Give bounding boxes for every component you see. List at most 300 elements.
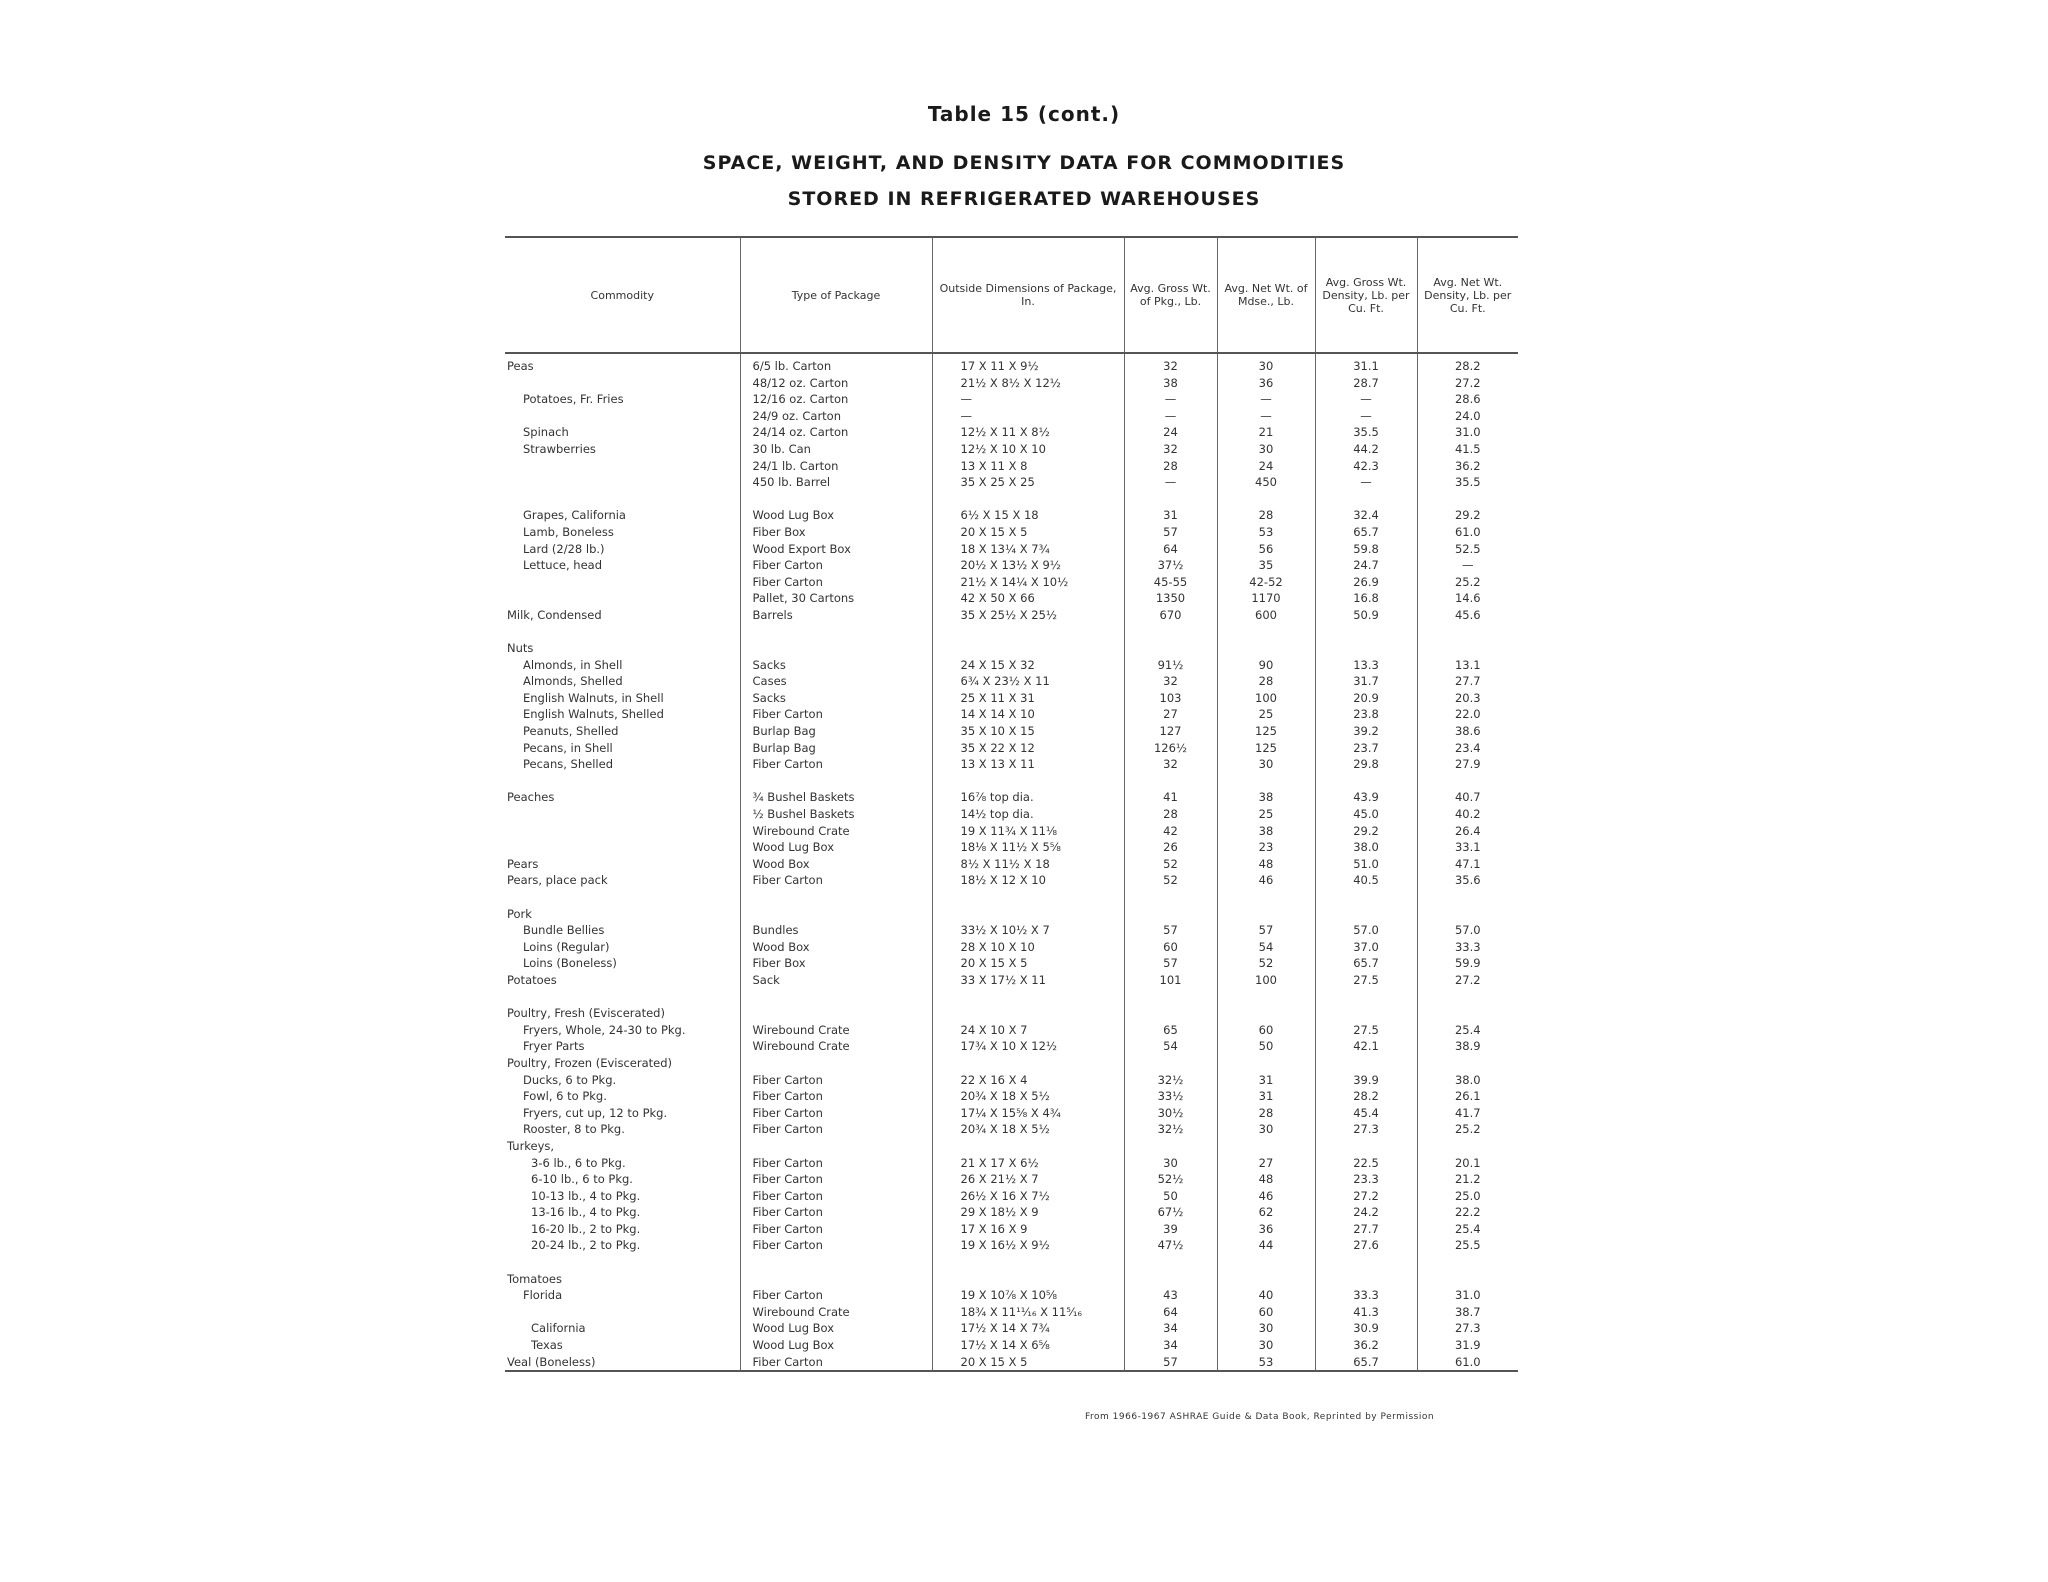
header-avg-gross-weight: Avg. Gross Wt. of Pkg., Lb. (1124, 237, 1217, 353)
commodity-cell: 16-20 lb., 2 to Pkg. (505, 1221, 740, 1238)
net-weight-cell: 30 (1217, 1337, 1315, 1354)
dimensions-cell: 21½ X 8½ X 12½ (932, 375, 1124, 392)
net-density-cell: 25.5 (1454, 1238, 1481, 1253)
gross-weight-cell: 52½ (1124, 1171, 1217, 1188)
table-row (505, 1188, 1518, 1205)
package-type-cell: Wood Box (740, 939, 932, 956)
commodity-cell: Strawberries (505, 441, 740, 458)
net-weight-cell (1217, 640, 1315, 657)
gross-density-cell: — (1315, 408, 1417, 425)
commodity-cell: English Walnuts, Shelled (505, 706, 740, 723)
gross-weight-cell: 65 (1124, 1022, 1217, 1039)
net-weight-cell: 38 (1217, 823, 1315, 840)
gross-density-cell (1315, 491, 1417, 508)
net-weight-cell (1217, 1271, 1315, 1288)
net-weight-cell (1217, 906, 1315, 923)
gross-weight-cell (1124, 640, 1217, 657)
table-row (505, 823, 1518, 840)
commodity-cell: Fryers, Whole, 24-30 to Pkg. (505, 1022, 740, 1039)
gross-density-cell: 65.7 (1315, 955, 1417, 972)
gross-weight-cell: 91½ (1124, 657, 1217, 674)
net-weight-cell: 125 (1217, 723, 1315, 740)
commodity-cell: 10-13 lb., 4 to Pkg. (505, 1188, 740, 1205)
gross-density-cell: 27.7 (1315, 1221, 1417, 1238)
table-row (505, 1121, 1518, 1138)
package-type-cell: Fiber Carton (740, 1287, 932, 1304)
commodity-cell (505, 590, 740, 607)
package-type-cell: Burlap Bag (740, 740, 932, 757)
net-density-cell: 38.9 (1454, 1039, 1481, 1054)
net-density-cell: 27.9 (1454, 757, 1481, 772)
package-type-cell: Fiber Carton (740, 1221, 932, 1238)
net-weight-cell: 450 (1217, 474, 1315, 491)
net-weight-cell: 125 (1217, 740, 1315, 757)
gross-weight-cell: 60 (1124, 939, 1217, 956)
table-row (505, 590, 1518, 607)
table-row (505, 574, 1518, 591)
gross-density-cell: 40.5 (1315, 872, 1417, 889)
commodity-cell: 13-16 lb., 4 to Pkg. (505, 1204, 740, 1221)
net-density-cell: 38.6 (1454, 724, 1481, 739)
table-title: Table 15 (cont.) (927, 102, 1121, 126)
net-weight-cell: 25 (1217, 806, 1315, 823)
net-weight-cell: 44 (1217, 1237, 1315, 1254)
commodity-cell: Almonds, Shelled (505, 673, 740, 690)
dimensions-cell: 20½ X 13½ X 9½ (932, 557, 1124, 574)
gross-weight-cell (1124, 889, 1217, 906)
table-row (505, 1221, 1518, 1238)
net-weight-cell: 52 (1217, 955, 1315, 972)
table-row (505, 391, 1518, 408)
net-weight-cell: 50 (1217, 1038, 1315, 1055)
package-type-cell: Wirebound Crate (740, 1038, 932, 1055)
net-density-cell: 27.3 (1454, 1321, 1481, 1336)
table-subtitle-line-1: SPACE, WEIGHT, AND DENSITY DATA FOR COMMODITIES (702, 152, 1346, 174)
commodity-cell: Veal (Boneless) (505, 1354, 740, 1372)
table-row (505, 1072, 1518, 1089)
table-row (505, 624, 1518, 641)
table-row (505, 408, 1518, 425)
net-density-cell: 14.6 (1454, 591, 1481, 606)
commodity-cell: Spinach (505, 424, 740, 441)
gross-density-cell (1315, 906, 1417, 923)
net-density-cell: 26.4 (1454, 823, 1481, 838)
gross-weight-cell: 30 (1124, 1155, 1217, 1172)
dimensions-cell (932, 1005, 1124, 1022)
table-row (505, 1055, 1518, 1072)
dimensions-cell (932, 1055, 1124, 1072)
gross-density-cell: — (1315, 391, 1417, 408)
dimensions-cell: 25 X 11 X 31 (932, 690, 1124, 707)
package-type-cell (740, 989, 932, 1006)
table-subtitle-line-2: STORED IN REFRIGERATED WAREHOUSES (787, 188, 1261, 210)
net-weight-cell: 25 (1217, 706, 1315, 723)
net-density-cell (1417, 906, 1518, 923)
gross-weight-cell (1124, 1005, 1217, 1022)
table-row (505, 1237, 1518, 1254)
commodity-cell: Pecans, in Shell (505, 740, 740, 757)
net-density-cell (1417, 889, 1518, 906)
gross-density-cell: 31.1 (1315, 353, 1417, 375)
table-row (505, 353, 1518, 375)
commodity-cell: Poultry, Fresh (Eviscerated) (505, 1005, 740, 1022)
net-weight-cell: 48 (1217, 856, 1315, 873)
net-weight-cell: 38 (1217, 789, 1315, 806)
net-weight-cell: 36 (1217, 375, 1315, 392)
table-row (505, 955, 1518, 972)
package-type-cell: Fiber Carton (740, 1237, 932, 1254)
gross-weight-cell: 32½ (1124, 1121, 1217, 1138)
commodity-cell: Ducks, 6 to Pkg. (505, 1072, 740, 1089)
gross-density-cell: 23.3 (1315, 1171, 1417, 1188)
commodity-cell: Fryer Parts (505, 1038, 740, 1055)
gross-density-cell: — (1315, 474, 1417, 491)
net-weight-cell: 42-52 (1217, 574, 1315, 591)
commodity-cell (505, 1254, 740, 1271)
net-density-cell (1417, 1055, 1518, 1072)
dimensions-cell: 33 X 17½ X 11 (932, 972, 1124, 989)
net-density-cell: 25.4 (1454, 1221, 1481, 1236)
commodity-cell: Nuts (505, 640, 740, 657)
table-row (505, 889, 1518, 906)
package-type-cell: Barrels (740, 607, 932, 624)
header-commodity: Commodity (505, 237, 740, 353)
gross-weight-cell: 32 (1124, 441, 1217, 458)
dimensions-cell: 12½ X 11 X 8½ (932, 424, 1124, 441)
table-row (505, 1155, 1518, 1172)
gross-density-cell (1315, 1271, 1417, 1288)
dimensions-cell: 29 X 18½ X 9 (932, 1204, 1124, 1221)
net-density-cell: 20.3 (1454, 690, 1481, 705)
net-density-cell: 40.2 (1454, 807, 1481, 822)
net-density-cell: 23.4 (1454, 740, 1481, 755)
net-weight-cell: 1170 (1217, 590, 1315, 607)
commodity-cell: Florida (505, 1287, 740, 1304)
net-weight-cell (1217, 491, 1315, 508)
gross-weight-cell: 28 (1124, 806, 1217, 823)
table-row (505, 1304, 1518, 1321)
package-type-cell (740, 1005, 932, 1022)
commodity-cell: Lard (2/28 lb.) (505, 541, 740, 558)
dimensions-cell: — (932, 408, 1124, 425)
gross-density-cell: 65.7 (1315, 1354, 1417, 1372)
dimensions-cell: 21½ X 14¼ X 10½ (932, 574, 1124, 591)
gross-weight-cell: 47½ (1124, 1237, 1217, 1254)
package-type-cell: Wirebound Crate (740, 823, 932, 840)
package-type-cell: Fiber Box (740, 955, 932, 972)
dimensions-cell: 13 X 11 X 8 (932, 458, 1124, 475)
dimensions-cell (932, 1138, 1124, 1155)
net-weight-cell: 30 (1217, 1320, 1315, 1337)
net-weight-cell (1217, 1005, 1315, 1022)
header-outside-dimensions: Outside Dimensions of Package, In. (932, 237, 1124, 353)
gross-weight-cell (1124, 1055, 1217, 1072)
commodity-cell: 20-24 lb., 2 to Pkg. (505, 1237, 740, 1254)
gross-density-cell (1315, 989, 1417, 1006)
gross-weight-cell: 67½ (1124, 1204, 1217, 1221)
dimensions-cell (932, 1271, 1124, 1288)
table-row (505, 922, 1518, 939)
table-row (505, 1038, 1518, 1055)
gross-density-cell: 41.3 (1315, 1304, 1417, 1321)
table-row (505, 839, 1518, 856)
dimensions-cell: 17½ X 14 X 7¾ (932, 1320, 1124, 1337)
commodity-cell: Lettuce, head (505, 557, 740, 574)
dimensions-cell (932, 889, 1124, 906)
gross-density-cell: 42.1 (1315, 1038, 1417, 1055)
dimensions-cell: 19 X 10⅞ X 10⅝ (932, 1287, 1124, 1304)
package-type-cell: Bundles (740, 922, 932, 939)
dimensions-cell: 20¾ X 18 X 5½ (932, 1121, 1124, 1138)
table-row (505, 541, 1518, 558)
gross-density-cell: 36.2 (1315, 1337, 1417, 1354)
net-weight-cell: 48 (1217, 1171, 1315, 1188)
gross-density-cell: 26.9 (1315, 574, 1417, 591)
commodity-cell: Peaches (505, 789, 740, 806)
dimensions-cell: 18⅛ X 11½ X 5⅝ (932, 839, 1124, 856)
dimensions-cell: 26 X 21½ X 7 (932, 1171, 1124, 1188)
table-row (505, 706, 1518, 723)
commodity-cell (505, 989, 740, 1006)
gross-weight-cell: 42 (1124, 823, 1217, 840)
net-weight-cell: 54 (1217, 939, 1315, 956)
package-type-cell: Wood Lug Box (740, 1320, 932, 1337)
gross-weight-cell: 57 (1124, 1354, 1217, 1372)
net-weight-cell: 60 (1217, 1304, 1315, 1321)
dimensions-cell: 20 X 15 X 5 (932, 524, 1124, 541)
net-weight-cell: 35 (1217, 557, 1315, 574)
gross-density-cell: 29.2 (1315, 823, 1417, 840)
dimensions-cell: 16⅞ top dia. (932, 789, 1124, 806)
gross-density-cell: 57.0 (1315, 922, 1417, 939)
net-density-cell: 41.7 (1454, 1105, 1481, 1120)
dimensions-cell: 18¾ X 11¹¹⁄₁₆ X 11⁵⁄₁₆ (932, 1304, 1124, 1321)
gross-weight-cell: 57 (1124, 955, 1217, 972)
net-weight-cell: 28 (1217, 673, 1315, 690)
package-type-cell: Wood Export Box (740, 541, 932, 558)
table-row (505, 806, 1518, 823)
gross-weight-cell: 34 (1124, 1337, 1217, 1354)
net-density-cell: 45.6 (1454, 607, 1481, 622)
net-density-cell: 31.0 (1454, 1288, 1481, 1303)
commodity-cell (505, 839, 740, 856)
net-weight-cell: 27 (1217, 1155, 1315, 1172)
package-type-cell (740, 1271, 932, 1288)
dimensions-cell: 18 X 13¼ X 7¾ (932, 541, 1124, 558)
gross-density-cell (1315, 640, 1417, 657)
dimensions-cell: 17½ X 14 X 6⅝ (932, 1337, 1124, 1354)
dimensions-cell: 33½ X 10½ X 7 (932, 922, 1124, 939)
commodity-cell: 3-6 lb., 6 to Pkg. (505, 1155, 740, 1172)
table-row (505, 1105, 1518, 1122)
package-type-cell (740, 773, 932, 790)
package-type-cell: Fiber Carton (740, 1121, 932, 1138)
net-weight-cell: 90 (1217, 657, 1315, 674)
gross-weight-cell: 52 (1124, 872, 1217, 889)
gross-weight-cell: 101 (1124, 972, 1217, 989)
gross-density-cell: 13.3 (1315, 657, 1417, 674)
table-row (505, 756, 1518, 773)
package-type-cell: Wirebound Crate (740, 1304, 932, 1321)
commodity-cell: Tomatoes (505, 1271, 740, 1288)
package-type-cell: 6/5 lb. Carton (740, 353, 932, 375)
gross-weight-cell: 38 (1124, 375, 1217, 392)
package-type-cell: Sack (740, 972, 932, 989)
net-density-cell: 33.3 (1454, 939, 1481, 954)
table-row (505, 989, 1518, 1006)
gross-weight-cell (1124, 989, 1217, 1006)
source-note: From 1966-1967 ASHRAE Guide & Data Book, Reprinted by Permission (1085, 1412, 1435, 1422)
table-row (505, 441, 1518, 458)
gross-weight-cell (1124, 1271, 1217, 1288)
dimensions-cell (932, 640, 1124, 657)
package-type-cell: Wood Lug Box (740, 507, 932, 524)
package-type-cell (740, 1055, 932, 1072)
dimensions-cell: 8½ X 11½ X 18 (932, 856, 1124, 873)
net-weight-cell: 62 (1217, 1204, 1315, 1221)
package-type-cell: Fiber Carton (740, 574, 932, 591)
net-density-cell: 27.2 (1454, 972, 1481, 987)
net-density-cell: 22.2 (1454, 1205, 1481, 1220)
net-density-cell (1417, 1138, 1518, 1155)
dimensions-cell: 24 X 15 X 32 (932, 657, 1124, 674)
table-row (505, 1254, 1518, 1271)
net-density-cell: 20.1 (1454, 1155, 1481, 1170)
commodity-cell: Pears (505, 856, 740, 873)
gross-density-cell: 59.8 (1315, 541, 1417, 558)
gross-density-cell: 43.9 (1315, 789, 1417, 806)
gross-weight-cell (1124, 624, 1217, 641)
net-density-cell: 28.6 (1454, 392, 1481, 407)
commodity-cell (505, 408, 740, 425)
commodity-cell (505, 823, 740, 840)
net-density-cell: 22.0 (1454, 707, 1481, 722)
gross-weight-cell (1124, 906, 1217, 923)
commodity-cell: Pork (505, 906, 740, 923)
table-row (505, 640, 1518, 657)
table-row (505, 607, 1518, 624)
package-type-cell: Fiber Carton (740, 1204, 932, 1221)
gross-density-cell: 23.7 (1315, 740, 1417, 757)
gross-weight-cell: 127 (1124, 723, 1217, 740)
gross-density-cell: 39.2 (1315, 723, 1417, 740)
table-row (505, 740, 1518, 757)
net-density-cell (1417, 491, 1518, 508)
net-weight-cell: 53 (1217, 524, 1315, 541)
package-type-cell (740, 1138, 932, 1155)
header-avg-net-weight: Avg. Net Wt. of Mdse., Lb. (1217, 237, 1315, 353)
commodity-cell (505, 474, 740, 491)
gross-density-cell: 44.2 (1315, 441, 1417, 458)
gross-density-cell: 23.8 (1315, 706, 1417, 723)
gross-weight-cell: 31 (1124, 507, 1217, 524)
gross-density-cell (1315, 773, 1417, 790)
header-avg-gross-density: Avg. Gross Wt. Density, Lb. per Cu. Ft. (1315, 237, 1417, 353)
net-density-cell: 35.6 (1454, 873, 1481, 888)
gross-density-cell: 27.6 (1315, 1237, 1417, 1254)
net-density-cell: 27.2 (1454, 375, 1481, 390)
package-type-cell (740, 640, 932, 657)
gross-weight-cell: 32 (1124, 353, 1217, 375)
dimensions-cell: 13 X 13 X 11 (932, 756, 1124, 773)
net-weight-cell: 28 (1217, 1105, 1315, 1122)
commodity-cell (505, 375, 740, 392)
gross-density-cell: 42.3 (1315, 458, 1417, 475)
header-type-of-package: Type of Package (740, 237, 932, 353)
package-type-cell: Fiber Carton (740, 1354, 932, 1372)
gross-weight-cell: 34 (1124, 1320, 1217, 1337)
package-type-cell: 30 lb. Can (740, 441, 932, 458)
commodity-cell: Fowl, 6 to Pkg. (505, 1088, 740, 1105)
net-weight-cell: 56 (1217, 541, 1315, 558)
package-type-cell: Fiber Carton (740, 706, 932, 723)
package-type-cell: ¾ Bushel Baskets (740, 789, 932, 806)
commodity-cell: Milk, Condensed (505, 607, 740, 624)
commodity-cell: Poultry, Frozen (Eviscerated) (505, 1055, 740, 1072)
gross-weight-cell: 54 (1124, 1038, 1217, 1055)
commodity-cell: Fryers, cut up, 12 to Pkg. (505, 1105, 740, 1122)
gross-density-cell: 51.0 (1315, 856, 1417, 873)
table-row (505, 474, 1518, 491)
dimensions-cell: 42 X 50 X 66 (932, 590, 1124, 607)
table-row (505, 491, 1518, 508)
gross-weight-cell: 52 (1124, 856, 1217, 873)
dimensions-cell (932, 491, 1124, 508)
table-row (505, 856, 1518, 873)
dimensions-cell: 17¼ X 15⅝ X 4¾ (932, 1105, 1124, 1122)
package-type-cell: Fiber Carton (740, 872, 932, 889)
package-type-cell: Wood Lug Box (740, 839, 932, 856)
gross-density-cell: 28.7 (1315, 375, 1417, 392)
dimensions-cell: 6½ X 15 X 18 (932, 507, 1124, 524)
gross-density-cell: 65.7 (1315, 524, 1417, 541)
table-row (505, 424, 1518, 441)
net-density-cell: 33.1 (1454, 840, 1481, 855)
net-weight-cell: 21 (1217, 424, 1315, 441)
package-type-cell: Wirebound Crate (740, 1022, 932, 1039)
net-density-cell: 36.2 (1454, 458, 1481, 473)
package-type-cell (740, 624, 932, 641)
commodity-cell (505, 773, 740, 790)
net-density-cell: 47.1 (1454, 856, 1481, 871)
table-row (505, 557, 1518, 574)
dimensions-cell: 20 X 15 X 5 (932, 1354, 1124, 1372)
dimensions-cell: 35 X 22 X 12 (932, 740, 1124, 757)
gross-weight-cell: 27 (1124, 706, 1217, 723)
net-weight-cell (1217, 989, 1315, 1006)
gross-weight-cell: 37½ (1124, 557, 1217, 574)
package-type-cell: Sacks (740, 690, 932, 707)
gross-weight-cell (1124, 1138, 1217, 1155)
net-weight-cell (1217, 624, 1315, 641)
package-type-cell: Fiber Carton (740, 1188, 932, 1205)
gross-weight-cell: 28 (1124, 458, 1217, 475)
table-row (505, 773, 1518, 790)
package-type-cell: Burlap Bag (740, 723, 932, 740)
net-density-cell (1417, 1254, 1518, 1271)
net-weight-cell: — (1217, 408, 1315, 425)
gross-density-cell (1315, 1254, 1417, 1271)
gross-weight-cell: 33½ (1124, 1088, 1217, 1105)
table-row (505, 1287, 1518, 1304)
table-row (505, 657, 1518, 674)
dimensions-cell: 22 X 16 X 4 (932, 1072, 1124, 1089)
gross-weight-cell: 1350 (1124, 590, 1217, 607)
net-weight-cell: 23 (1217, 839, 1315, 856)
net-weight-cell: 30 (1217, 441, 1315, 458)
gross-weight-cell: 45-55 (1124, 574, 1217, 591)
gross-density-cell (1315, 1005, 1417, 1022)
